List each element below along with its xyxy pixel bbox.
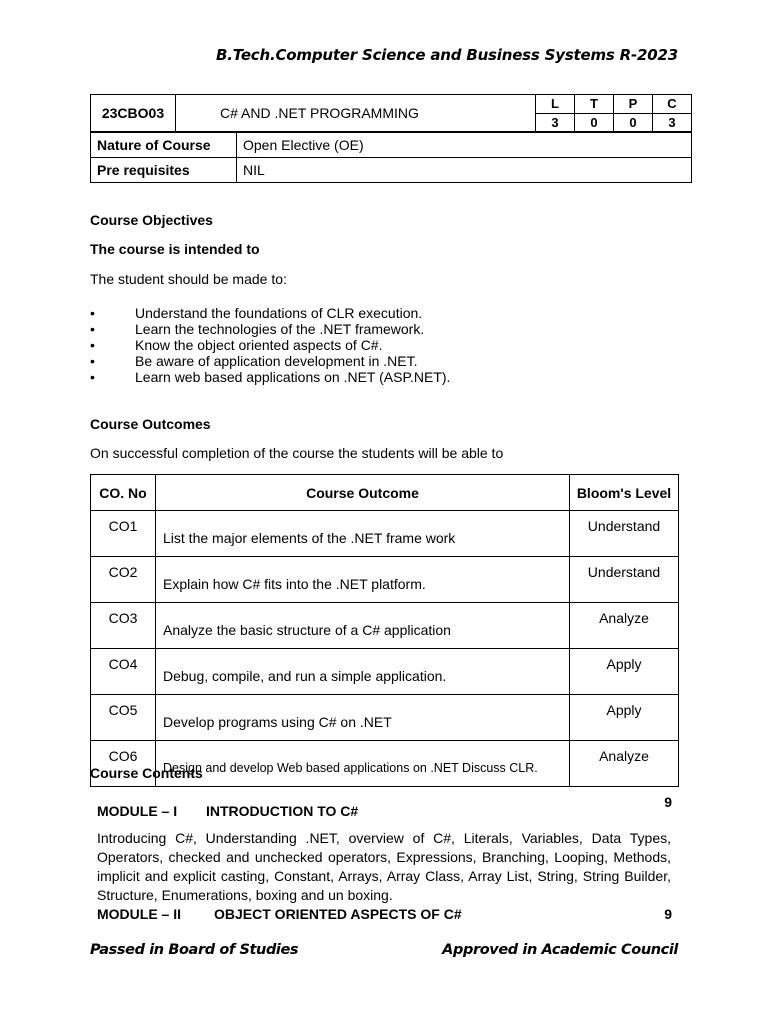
module-1-heading — [97, 803, 497, 821]
outcomes-heading: Course Outcomes — [90, 416, 211, 432]
ltpc-value-p: 0 — [614, 113, 653, 132]
footer-board-of-studies: Passed in Board of Studies — [90, 942, 299, 958]
table-row: CO5 Develop programs using C# on .NET Apply — [91, 695, 679, 741]
list-item: • Learn web based applications on .NET (ASP.NET). — [90, 369, 451, 385]
column-header-outcome: Course Outcome — [156, 475, 570, 511]
bullet-icon: • — [90, 337, 95, 353]
list-item: • Learn the technologies of the .NET framework. — [90, 321, 425, 337]
table-row: CO1 List the major elements of the .NET frame work Understand — [91, 511, 679, 557]
bullet-icon: • — [90, 369, 95, 385]
prereq-label: Pre requisites — [91, 158, 237, 183]
nature-label: Nature of Course — [91, 133, 237, 158]
module-2-hours: 9 — [664, 906, 672, 922]
document-header-title: B.Tech.Computer Science and Business Systems R-2023 — [216, 46, 678, 64]
outcomes-intro: On successful completion of the course the students will be able to — [90, 445, 504, 461]
module-2-label: MODULE – II — [97, 906, 182, 922]
bullet-icon: • — [90, 321, 95, 337]
objectives-intended: The course is intended to — [90, 241, 260, 257]
contents-heading: Course Contents — [90, 765, 203, 781]
list-item: • Know the object oriented aspects of C#. — [90, 337, 383, 353]
module-1-label: MODULE – I — [97, 803, 178, 819]
column-header-level: Bloom's Level — [570, 475, 679, 511]
course-outcomes-table — [90, 474, 679, 787]
table-row: CO4 Debug, compile, and run a simple application. Apply — [91, 649, 679, 695]
list-item: • Understand the foundations of CLR execution. — [90, 305, 423, 321]
module-1-title: INTRODUCTION TO C# — [206, 803, 359, 819]
nature-value: Open Elective (OE) — [237, 133, 692, 158]
table-row: CO3 Analyze the basic structure of a C# application Analyze — [91, 603, 679, 649]
ltpc-value-t: 0 — [575, 113, 614, 132]
footer-academic-council: Approved in Academic Council — [442, 942, 678, 958]
column-header-co: CO. No — [91, 475, 156, 511]
ltpc-header-t: T — [575, 95, 614, 114]
ltpc-header-l: L — [536, 95, 575, 114]
objectives-heading: Course Objectives — [90, 212, 213, 228]
list-item: • Be aware of application development in .NET. — [90, 353, 418, 369]
module-2-title: OBJECT ORIENTED ASPECTS OF C# — [214, 906, 462, 922]
bullet-icon: • — [90, 305, 95, 321]
bullet-icon: • — [90, 353, 95, 369]
ltpc-header-p: P — [614, 95, 653, 114]
objectives-list — [90, 305, 650, 385]
course-name: C# AND .NET PROGRAMMING — [176, 95, 536, 132]
prereq-value: NIL — [237, 158, 692, 183]
ltpc-value-l: 3 — [536, 113, 575, 132]
ltpc-header-c: C — [653, 95, 692, 114]
objectives-intro: The student should be made to: — [90, 271, 287, 287]
ltpc-value-c: 3 — [653, 113, 692, 132]
course-info-table — [90, 132, 692, 183]
course-code-table — [90, 94, 692, 132]
module-1-hours: 9 — [664, 794, 672, 810]
module-1-description: Introducing C#, Understanding .NET, overview of C#, Literals, Variables, Data Types, Operators, checked and unchecked operators, Expressions, Branching, Looping, Methods, implicit and explicit casting, Constant, Arrays, Array Class, Array List, String, String Builder, Structure, Enumerations, boxing and un boxing. — [97, 830, 671, 903]
table-row: CO6 Design and develop Web based applications on .NET Discuss CLR. Analyze — [91, 741, 679, 787]
module-2-heading — [97, 906, 547, 924]
table-row: CO2 Explain how C# fits into the .NET platform. Understand — [91, 557, 679, 603]
course-code: 23CBO03 — [91, 95, 176, 132]
